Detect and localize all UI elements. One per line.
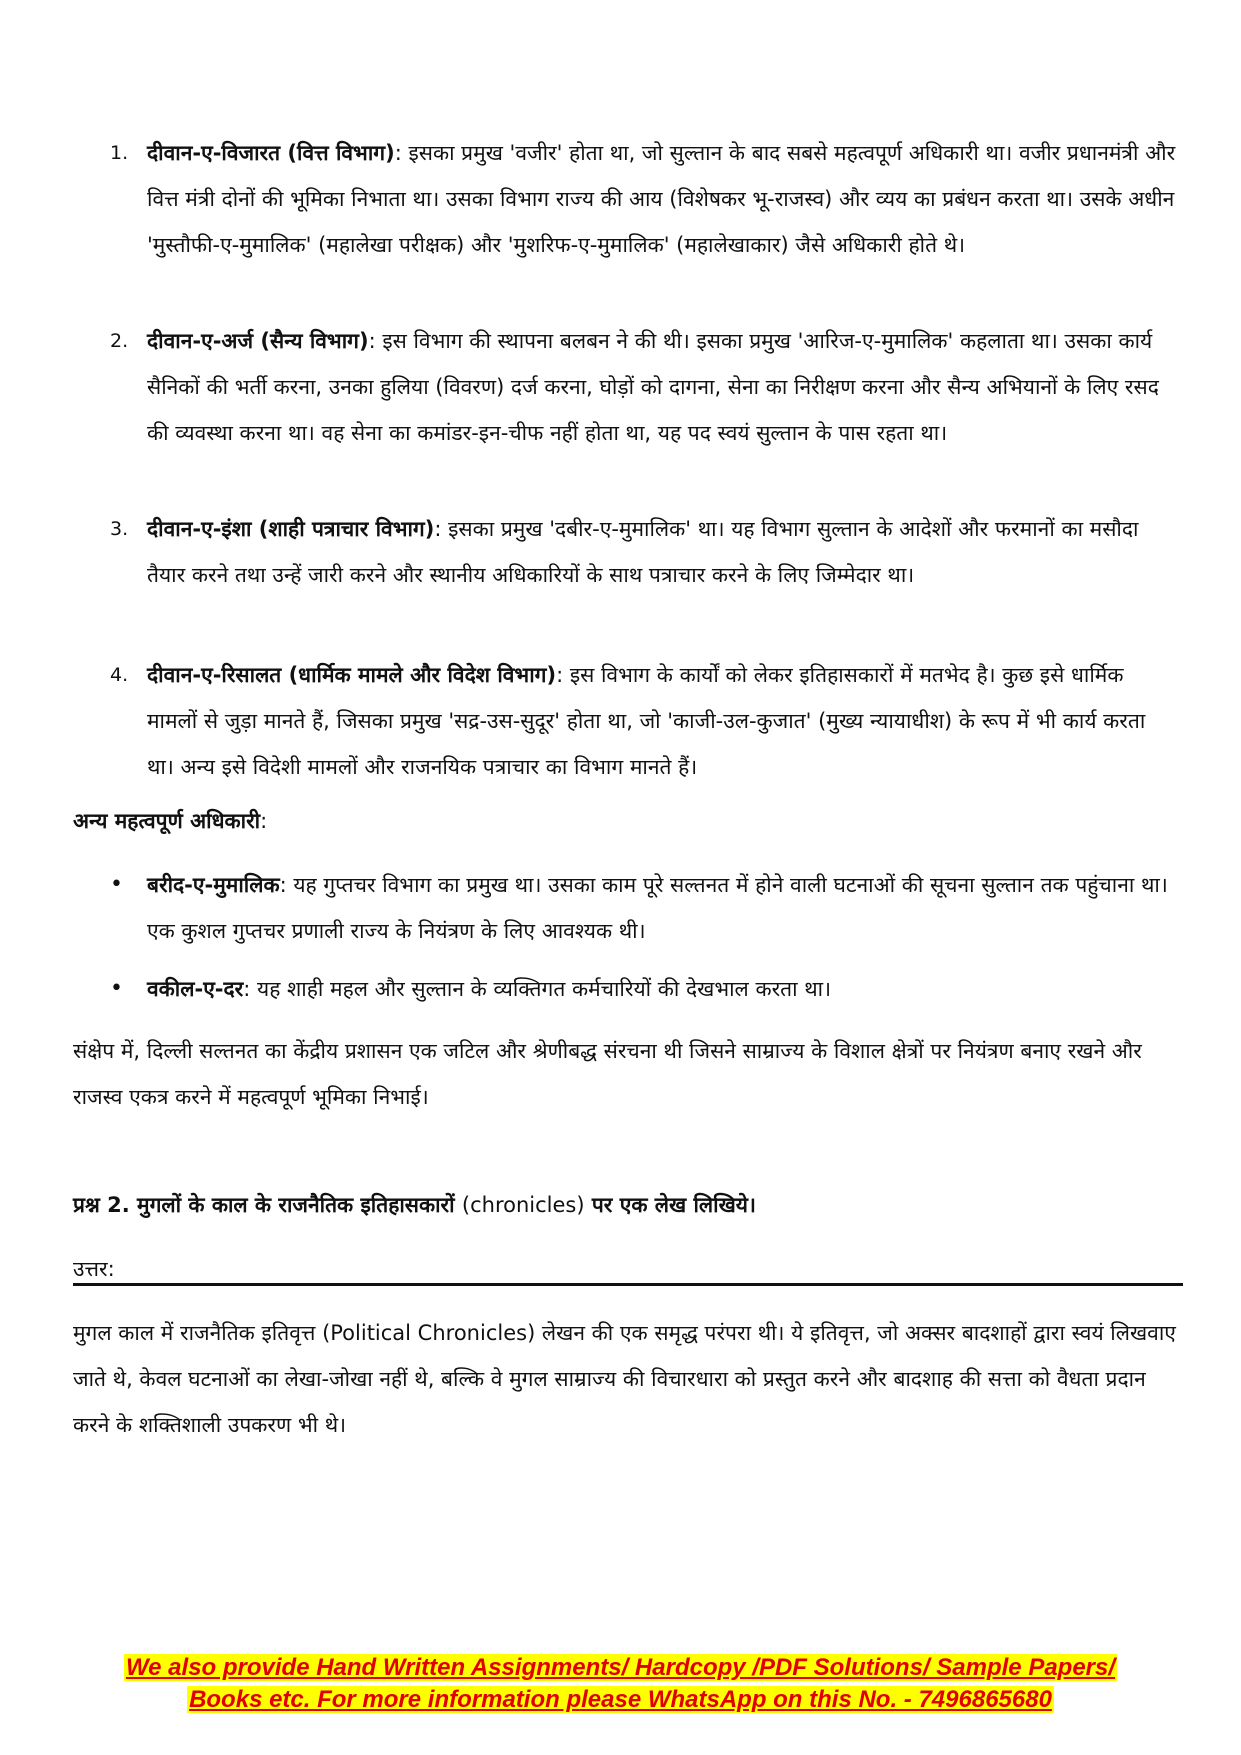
list-number: 2. xyxy=(110,330,129,352)
question-english-term: (chronicles) xyxy=(461,1193,585,1217)
bullet-text xyxy=(147,966,1177,1012)
item-term: दीवान-ए-रिसालत (धार्मिक मामले और विदेश विभाग) xyxy=(147,663,557,687)
bullet-symbol: • xyxy=(110,872,123,897)
item-description: : इसका प्रमुख 'वजीर' होता था, जो सुल्तान के बाद सबसे महत्वपूर्ण अधिकारी था। वजीर प्रधानमंत्री और वित्त मंत्री दोनों की भूमिका निभाता था। उसका विभाग राज्य की आय (विशेषकर भू-राजस्व) और व्यय का प्रबंधन करता था। उसके अधीन 'मुस्तौफी-ए-मुमालिक' (महालेखा परीक्षक) और 'मुशरिफ-ए-मुमालिक' (महालेखाकार) जैसे अधिकारी होते थे। xyxy=(147,141,1176,257)
summary-paragraph: संक्षेप में, दिल्ली सल्तनत का केंद्रीय प्रशासन एक जटिल और श्रेणीबद्ध संरचना थी जिसने साम्राज्य के विशाल क्षेत्रों पर नियंत्रण बनाए रखने और राजस्व एकत्र करने में महत्वपूर्ण भूमिका निभाई। xyxy=(73,1039,1142,1109)
question-text-end: पर एक लेख लिखिये। xyxy=(591,1193,756,1217)
list-item-text xyxy=(147,130,1177,268)
footer-advertisement xyxy=(0,1652,1241,1716)
answer-paragraph: मुगल काल में राजनैतिक इतिवृत्त (Political Chronicles) लेखन की एक समृद्ध परंपरा थी। ये इतिवृत्त, जो अक्सर बादशाहों द्वारा स्वयं लिखवाए जाते थे, केवल घटनाओं का लेखा-जोखा नहीं थे, बल्कि वे मुगल साम्राज्य की विचारधारा को प्रस्तुत करने और बादशाह की सत्ता को वैधता प्रदान करने के शक्तिशाली उपकरण भी थे। xyxy=(73,1321,1176,1437)
footer-line-2: Books etc. For more information please WhatsApp on this No. - 7496865680 xyxy=(189,1686,1052,1713)
other-officials-heading xyxy=(73,798,267,844)
item-description: : इसका प्रमुख 'दबीर-ए-मुमालिक' था। यह विभाग सुल्तान के आदेशों और फरमानों का मसौदा तैयार करने तथा उन्हें जारी करने और स्थानीय अधिकारियों के साथ पत्राचार करने के लिए जिम्मेदार था। xyxy=(147,517,1139,587)
bullet-description: : यह शाही महल और सुल्तान के व्यक्तिगत कर्मचारियों की देखभाल करता था। xyxy=(243,977,832,1001)
heading-colon: : xyxy=(260,809,268,833)
footer-line-1: We also provide Hand Written Assignments/ Hardcopy /PDF Solutions/ Sample Papers/ xyxy=(125,1654,1116,1681)
item-term: दीवान-ए-विजारत (वित्त विभाग) xyxy=(147,141,395,165)
question-text: प्रश्न 2. मुगलों के काल के राजनैतिक इतिहासकारों xyxy=(73,1193,455,1217)
list-item-text xyxy=(147,652,1177,790)
question-heading xyxy=(73,1182,756,1228)
list-number: 3. xyxy=(110,518,129,540)
bullet-text xyxy=(147,862,1177,954)
list-item-text xyxy=(147,318,1177,456)
item-description: : इस विभाग के कार्यों को लेकर इतिहासकारों में मतभेद है। कुछ इसे धार्मिक मामलों से जुड़ा मानते हैं, जिसका प्रमुख 'सद्र-उस-सुदूर' होता था, जो 'काजी-उल-कुजात' (मुख्य न्यायाधीश) के रूप में भी कार्य करता था। अन्य इसे विदेशी मामलों और राजनयिक पत्राचार का विभाग मानते हैं। xyxy=(147,663,1146,779)
list-item-text xyxy=(147,506,1177,598)
list-number: 1. xyxy=(110,142,129,164)
bullet-term: बरीद-ए-मुमालिक xyxy=(147,873,280,897)
answer-label: उत्तर: xyxy=(73,1257,115,1281)
heading-text: अन्य महत्वपूर्ण अधिकारी xyxy=(73,809,261,833)
item-term: दीवान-ए-अर्ज (सैन्य विभाग) xyxy=(147,329,369,353)
bullet-description: : यह गुप्तचर विभाग का प्रमुख था। उसका काम पूरे सल्तनत में होने वाली घटनाओं की सूचना सुल्तान तक पहुंचाना था। एक कुशल गुप्तचर प्रणाली राज्य के नियंत्रण के लिए आवश्यक थी। xyxy=(147,873,1168,943)
bullet-symbol: • xyxy=(110,976,123,1001)
list-number: 4. xyxy=(110,664,129,686)
item-description: : इस विभाग की स्थापना बलबन ने की थी। इसका प्रमुख 'आरिज-ए-मुमालिक' कहलाता था। उसका कार्य सैनिकों की भर्ती करना, उनका हुलिया (विवरण) दर्ज करना, घोड़ों को दागना, सेना का निरीक्षण करना और सैन्य अभियानों के लिए रसद की व्यवस्था करना था। वह सेना का कमांडर-इन-चीफ नहीं होता था, यह पद स्वयं सुल्तान के पास रहता था। xyxy=(147,329,1159,445)
bullet-term: वकील-ए-दर xyxy=(147,977,244,1001)
item-term: दीवान-ए-इंशा (शाही पत्राचार विभाग) xyxy=(147,517,435,541)
